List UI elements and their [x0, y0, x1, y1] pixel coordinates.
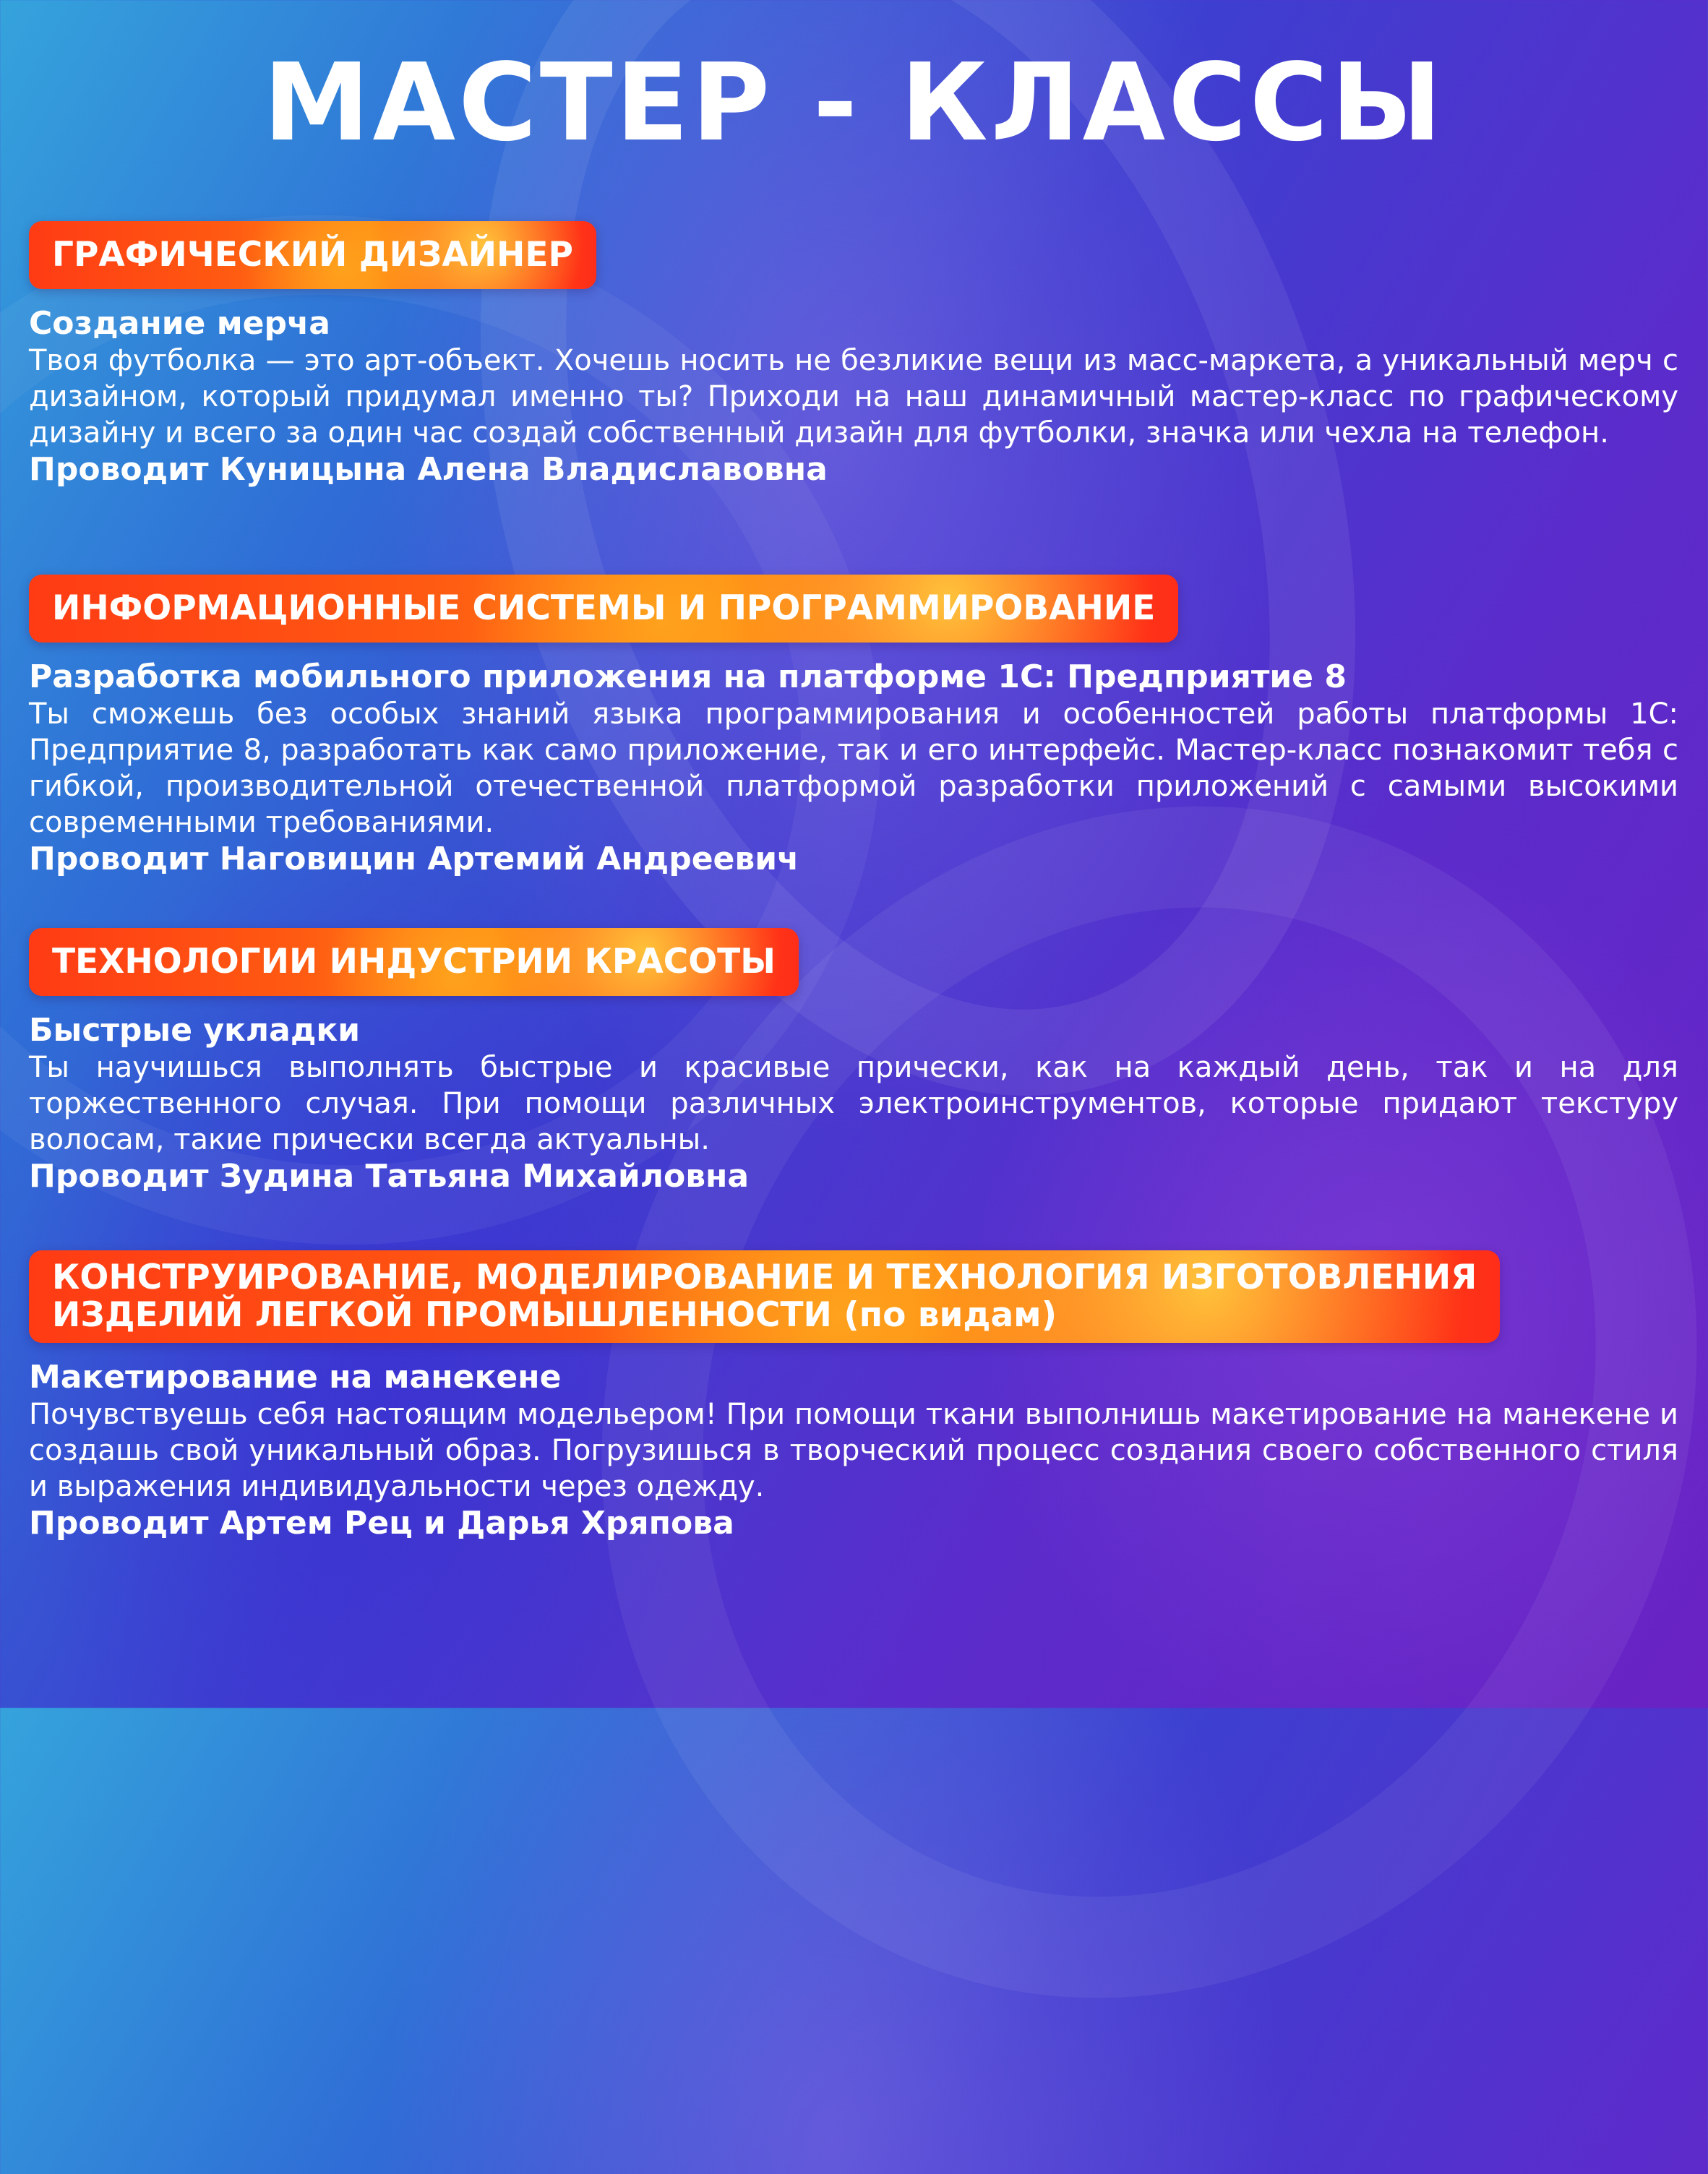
- master-class-section: [29, 221, 1678, 489]
- category-badge: [29, 1250, 1500, 1343]
- master-class-section: [29, 1250, 1678, 1542]
- class-title: Быстрые укладки: [29, 1012, 361, 1049]
- category-badge: ГРАФИЧЕСКИЙ ДИЗАЙНЕР: [29, 221, 596, 289]
- class-description: Твоя футболка — это арт-объект. Хочешь носить не безликие вещи из масс-маркета, а уникальный мерч с дизайном, который придумал именно ты? Приходи на наш динамичный мастер-класс по графическому дизайну и всего за один час создай собственный дизайн для футболки, значка или чехла на телефон.: [29, 344, 1678, 450]
- category-badge: ТЕХНОЛОГИИ ИНДУСТРИИ КРАСОТЫ: [29, 928, 799, 996]
- category-badge: ИНФОРМАЦИОННЫЕ СИСТЕМЫ И ПРОГРАММИРОВАНИЕ: [29, 575, 1178, 643]
- master-class-section: [29, 928, 1678, 1195]
- class-host: Проводит Зудина Татьяна Михайловна: [29, 1158, 750, 1195]
- category-badge-line: КОНСТРУИРОВАНИЕ, МОДЕЛИРОВАНИЕ И ТЕХНОЛОГИЯ ИЗГОТОВЛЕНИЯ: [52, 1258, 1477, 1297]
- class-title: Макетирование на манекене: [29, 1359, 562, 1396]
- class-host: Проводит Наговицин Артемий Андреевич: [29, 841, 799, 877]
- class-description: Ты научишься выполнять быстрые и красивые прически, как на каждый день, так и на для торжественного случая. При помощи различных электроинструментов, которые придают текстуру волосам, такие прически всегда актуальны.: [29, 1051, 1678, 1156]
- category-badge-line: ИЗДЕЛИЙ ЛЕГКОЙ ПРОМЫШЛЕННОСТИ (по видам): [52, 1295, 1057, 1335]
- class-title: Разработка мобильного приложения на платформе 1С: Предприятие 8: [29, 658, 1347, 695]
- class-description: Ты сможешь без особых знаний языка программирования и особенностей работы платформы 1С: Предприятие 8, разработать как само приложение, так и его интерфейс. Мастер-класс познакомит тебя с гибкой, производительной отечественной платформой разработки приложений с самыми высокими современными требованиями.: [29, 697, 1678, 839]
- master-class-section: [29, 575, 1678, 878]
- class-description: Почувствуешь себя настоящим модельером! При помощи ткани выполнишь макетирование на манекене и создашь свой уникальный образ. Погрузишься в творческий процесс создания своего собственного стиля и выражения индивидуальности через одежду.: [29, 1398, 1678, 1503]
- class-title: Создание мерча: [29, 305, 330, 342]
- class-host: Проводит Куницына Алена Владиславовна: [29, 451, 828, 488]
- page-title: МАСТЕР - КЛАССЫ: [263, 40, 1445, 165]
- class-host: Проводит Артем Рец и Дарья Хряпова: [29, 1505, 734, 1542]
